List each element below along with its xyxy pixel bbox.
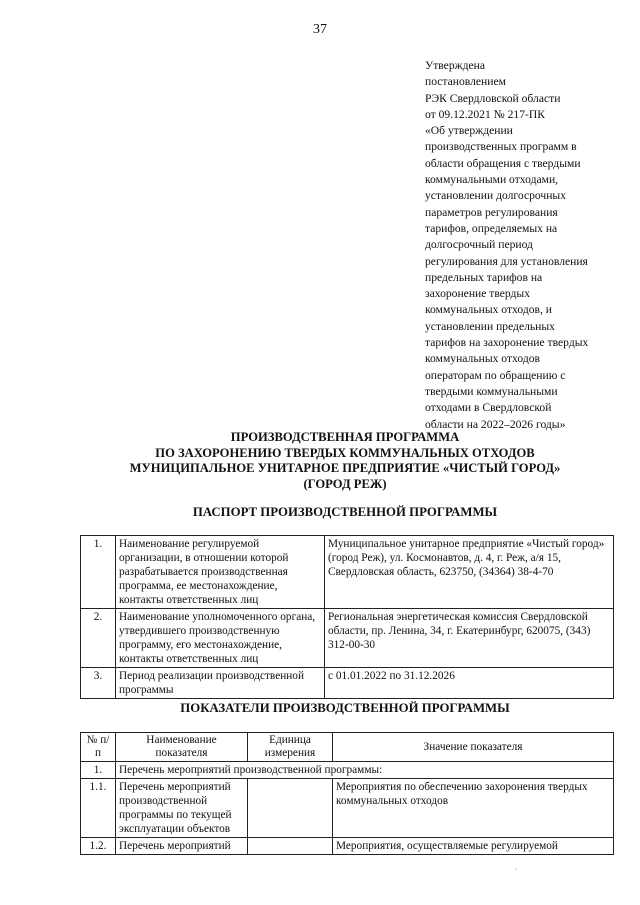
row-value: с 01.01.2022 по 31.12.2026 [325,668,614,699]
approval-block [425,58,625,433]
approval-line: «Об утверждении [425,124,513,138]
approval-line: параметров регулирования [425,205,558,219]
header-num: № п/п [81,733,116,762]
approval-line: тарифов на захоронение твердых [425,336,589,350]
row-number: 2. [81,609,116,668]
approval-line: операторам по обращению с [425,368,566,382]
page-number: 37 [313,22,327,37]
table-row [81,668,614,699]
approval-line: коммунальных отходов [425,352,541,366]
title-line: МУНИЦИПАЛЬНОЕ УНИТАРНОЕ ПРЕДПРИЯТИЕ «ЧИСТЫЙ ГОРОД» [129,461,561,476]
row-value: Мероприятия по обеспечению захоронения твердых коммунальных отходов [333,779,614,838]
table-row [81,536,614,609]
program-title [0,430,640,492]
approval-line: установлении предельных [425,319,555,333]
approval-line: установлении долгосрочных [425,189,567,203]
title-line: ПРОИЗВОДСТВЕННАЯ ПРОГРАММА [230,430,460,444]
approval-line: захоронение твердых [425,287,531,301]
approval-line: отходами в Свердловской [425,401,552,415]
scan-mark: · [515,865,518,874]
approval-line: производственных программ в [425,140,577,154]
header-unit: Единица измерения [248,733,333,762]
table-row [81,762,614,779]
table-row [81,609,614,668]
approval-line: коммунальными отходами, [425,173,559,187]
row-unit [248,838,333,855]
approval-line: от 09.12.2021 № 217-ПК [425,107,545,121]
approval-line: постановлением [425,75,506,89]
header-value: Значение показателя [333,733,614,762]
row-merged: Перечень мероприятий производственной программы: [116,762,614,779]
row-value: Мероприятия, осуществляемые регулируемой [333,838,614,855]
row-name: Наименование уполномоченного органа, утвердившего производственную программу, его местонахождение, контакты ответственных лиц [116,609,325,668]
header-name: Наименование показателя [116,733,248,762]
row-value: Муниципальное унитарное предприятие «Чистый город» (город Реж), ул. Космонавтов, д. 4, г. Реж, а/я 15, Свердловская область, 623750, (34364) 38-4-70 [325,536,614,609]
table-header-row [81,733,614,762]
title-line: (ГОРОД РЕЖ) [303,476,387,491]
row-number: 3. [81,668,116,699]
row-name: Перечень мероприятий [116,838,248,855]
row-unit [248,779,333,838]
row-number: 1.1. [81,779,116,838]
row-name: Период реализации производственной программы [116,668,325,699]
table-row [81,779,614,838]
approval-line: Утверждена [425,59,486,72]
title-line: ПО ЗАХОРОНЕНИЮ ТВЕРДЫХ КОММУНАЛЬНЫХ ОТХОДОВ [155,445,535,460]
approval-line: РЭК Свердловской области [425,91,561,105]
row-number: 1.2. [81,838,116,855]
row-name: Наименование регулируемой организации, в отношении которой разрабатывается производственная программа, ее местонахождение, контакты ответственных лиц [116,536,325,609]
approval-line: долгосрочный период [425,238,533,252]
approval-line: области обращения с твердыми [425,156,581,170]
approval-line: коммунальных отходов, и [425,303,553,317]
approval-line: области на 2022–2026 годы» [425,417,566,431]
indicators-heading: ПОКАЗАТЕЛИ ПРОИЗВОДСТВЕННОЙ ПРОГРАММЫ [180,701,510,715]
row-value: Региональная энергетическая комиссия Свердловской области, пр. Ленина, 34, г. Екатеринбург, 620075, (343) 312-00-30 [325,609,614,668]
row-number: 1. [81,762,116,779]
row-name: Перечень мероприятий производственной программы по текущей эксплуатации объектов [116,779,248,838]
row-number: 1. [81,536,116,609]
approval-line: твердыми коммунальными [425,384,558,398]
passport-heading: ПАСПОРТ ПРОИЗВОДСТВЕННОЙ ПРОГРАММЫ [192,505,498,519]
approval-line: тарифов, определяемых на [425,221,558,235]
indicators-table [80,732,614,855]
table-row [81,838,614,855]
approval-line: предельных тарифов на [425,270,543,284]
approval-line: регулирования для установления [425,254,588,268]
passport-table [80,535,614,699]
